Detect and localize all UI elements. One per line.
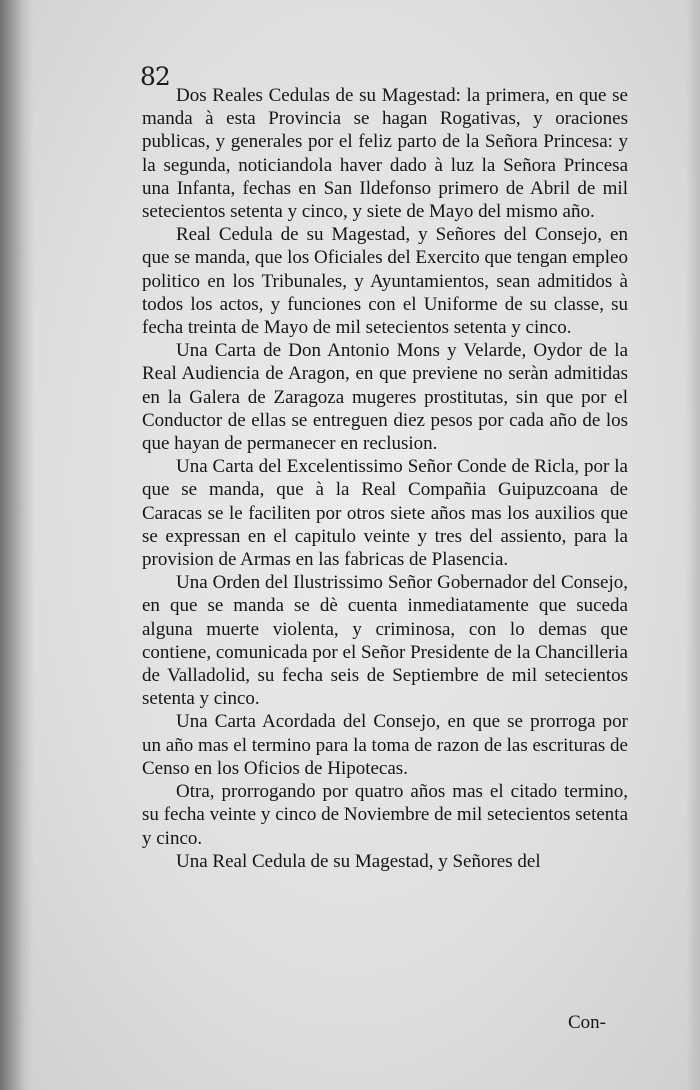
- body-text: [142, 84, 628, 873]
- page-edge: [686, 0, 700, 1090]
- paragraph: Una Carta de Don Antonio Mons y Velarde, Oydor de la Real Audiencia de Aragon, en que previene no seràn admitidas en la Galera de Zaragoza mugeres prostitutas, sin que por el Conductor de ellas se entreguen diez pesos por cada año de los que hayan de permanecer en reclusion.: [142, 340, 628, 455]
- paragraph: Una Carta del Excelentissimo Señor Conde de Ricla, por la que se manda, que à la Real Compañia Guipuzcoana de Caracas se le faciliten por otros siete años mas los auxilios que se expressan en el capitulo veinte y tres del assiento, para la provision de Armas en las fabricas de Plasencia.: [142, 456, 628, 571]
- catchword: Con-: [568, 1012, 606, 1033]
- paragraph: Dos Reales Cedulas de su Magestad: la primera, en que se manda à esta Provincia se hagan Rogativas, y oraciones publicas, y generales por el feliz parto de la Señora Princesa: y la segunda, noticiandola haver dado à luz la Señora Princesa una Infanta, fechas en San Ildefonso primero de Abril de mil setecientos setenta y cinco, y siete de Mayo del mismo año.: [142, 85, 628, 223]
- paragraph: Real Cedula de su Magestad, y Señores del Consejo, en que se manda, que los Oficiales del Exercito que tengan empleo politico en los Tribunales, y Ayuntamientos, sean admitidos à todos los actos, y funciones con el Uniforme de su classe, su fecha treinta de Mayo de mil setecientos setenta y cinco.: [142, 224, 628, 339]
- paragraph: Una Real Cedula de su Magestad, y Señores del: [176, 850, 541, 872]
- paragraph: Otra, prorrogando por quatro años mas el citado termino, su fecha veinte y cinco de Noviembre de mil setecientos setenta y cinco.: [142, 781, 628, 849]
- paragraph: Una Orden del Ilustrissimo Señor Gobernador del Consejo, en que se manda se dè cuenta inmediatamente que suceda alguna muerte violenta, y criminosa, con lo demas que contiene, comunicada por el Señor Presidente de la Chancilleria de Valladolid, su fecha seis de Septiembre de mil setecientos setenta y cinco.: [142, 572, 628, 710]
- page-number: 82: [140, 62, 170, 91]
- paragraph: Una Carta Acordada del Consejo, en que se prorroga por un año mas el termino para la toma de razon de las escrituras de Censo en los Oficios de Hipotecas.: [142, 711, 628, 779]
- gutter-shadow: [0, 0, 34, 1090]
